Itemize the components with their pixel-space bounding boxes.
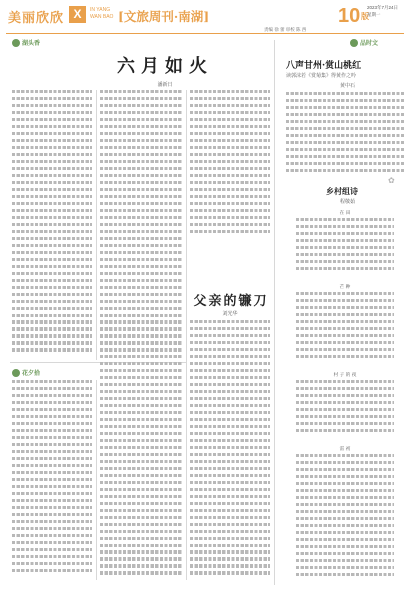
masthead-logo-letter: X — [69, 6, 86, 23]
poem-part-2-title: 芒 种 — [339, 285, 351, 290]
leaf-icon — [350, 39, 358, 47]
main-right-divider — [274, 40, 275, 585]
section-label-flower: 花夕拾 — [22, 370, 41, 377]
section-label-poem: 品时文 — [360, 40, 379, 47]
article-2-column-3 — [190, 320, 270, 580]
section-head-lake — [12, 38, 40, 47]
poem-heading-2-author: 程敬茹 — [340, 199, 356, 205]
issue-date: 2023年7月24日 — [367, 5, 399, 10]
poem-part-4-title: 雷 初 — [339, 447, 351, 452]
poem-part-3-body — [296, 380, 394, 440]
poem-subtitle: 读郭沫若《赏菊集》得黄作之吟 — [286, 73, 357, 79]
page-number: 10 — [338, 5, 361, 27]
column-divider — [96, 380, 97, 580]
article-1-column-1 — [12, 90, 92, 360]
ornament-icon: ✿ — [388, 176, 395, 185]
poem-part-3-title: 村 子 的 夜 — [333, 373, 357, 378]
masthead-rule — [6, 33, 404, 34]
article-2-title: 父亲的镰刀 — [193, 294, 269, 309]
masthead-logo-script: 美丽欣欣 — [8, 11, 65, 26]
poem-part-2-body — [296, 292, 394, 362]
page-number-suffix: 版 — [361, 11, 369, 21]
masthead-pinyin-line-1: IN YANG — [90, 7, 111, 13]
flower-icon — [12, 369, 20, 377]
poem-title: 八声甘州·赏山桃红 — [286, 61, 362, 71]
article-2-column-2 — [100, 320, 182, 580]
article-1-byline: 潘新日 — [157, 82, 173, 88]
section-head-flower — [12, 368, 40, 377]
poem-part-1-body — [296, 218, 394, 274]
article-2-byline: 刘光华 — [222, 311, 238, 317]
column-divider — [186, 320, 187, 580]
poem-part-4-body — [296, 454, 394, 580]
article-1-title: 六月如火 — [117, 56, 213, 77]
issue-weekday: 星期一 — [367, 12, 381, 17]
editor-credits: 责编 徐 蕾 审校 陈 西 — [264, 27, 307, 32]
column-title: [文旅周刊·南湖] — [118, 9, 210, 24]
section-label-lake: 湖头香 — [22, 40, 41, 47]
masthead-pinyin-line-2: WAN BAO — [90, 14, 114, 20]
poem-part-1-title: 在 田 — [339, 211, 351, 216]
section-head-poem — [350, 38, 378, 47]
poem-body — [286, 92, 404, 180]
column-divider — [96, 90, 97, 360]
masthead-pinyin — [90, 7, 113, 21]
leaf-icon — [12, 39, 20, 47]
poem-heading-2: 乡村组诗 — [326, 186, 358, 196]
article-2-column-1 — [12, 380, 92, 580]
article-1-column-3 — [190, 90, 270, 240]
masthead — [0, 0, 410, 42]
poem-author: 黄中石 — [340, 83, 356, 89]
